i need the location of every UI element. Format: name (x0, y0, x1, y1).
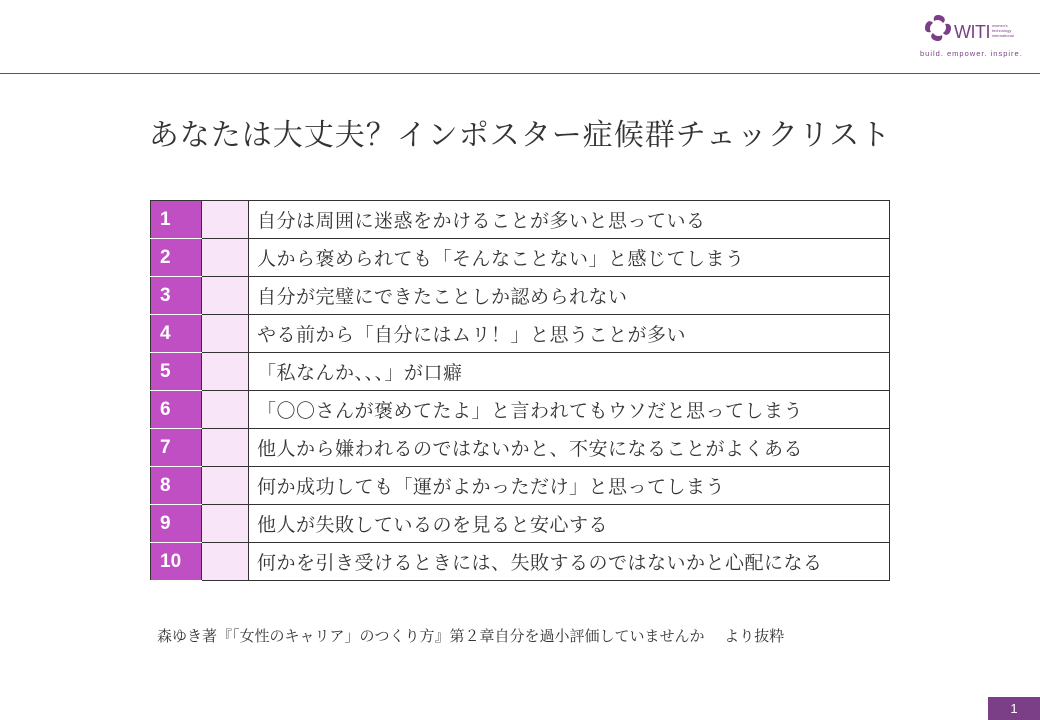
check-cell[interactable] (202, 467, 249, 505)
checklist-row (151, 201, 890, 239)
item-text: 自分が完璧にできたことしか認められない (249, 277, 890, 315)
check-cell[interactable] (202, 353, 249, 391)
checklist-row (151, 543, 890, 581)
logo-tagline: build. empower. inspire. (920, 49, 1023, 58)
item-number: 8 (151, 467, 202, 505)
item-text: 他人が失敗しているのを見ると安心する (249, 505, 890, 543)
logo-brand-text: WITI (954, 22, 990, 42)
checklist-row (151, 277, 890, 315)
check-cell[interactable] (202, 505, 249, 543)
checklist-row (151, 391, 890, 429)
checklist-row (151, 239, 890, 277)
item-number: 6 (151, 391, 202, 429)
item-number: 9 (151, 505, 202, 543)
checklist-row (151, 505, 890, 543)
item-text: 何かを引き受けるときには、失敗するのではないかと心配になる (249, 543, 890, 581)
item-number: 2 (151, 239, 202, 277)
check-cell[interactable] (202, 277, 249, 315)
item-text: 「私なんか、、、」が口癖 (249, 353, 890, 391)
check-cell[interactable] (202, 543, 249, 581)
check-cell[interactable] (202, 239, 249, 277)
item-number: 10 (151, 543, 202, 581)
item-number: 1 (151, 201, 202, 239)
check-cell[interactable] (202, 315, 249, 353)
checklist-row (151, 467, 890, 505)
page-number: 1 (988, 697, 1040, 720)
witi-logo (918, 12, 1030, 60)
item-number: 4 (151, 315, 202, 353)
logo-small-text: women's technology international (992, 23, 1014, 38)
item-text: 自分は周囲に迷惑をかけることが多いと思っている (249, 201, 890, 239)
item-text: 「〇〇さんが褒めてたよ」と言われてもウソだと思ってしまう (249, 391, 890, 429)
item-number: 7 (151, 429, 202, 467)
checklist-table (150, 200, 890, 581)
header-divider (0, 73, 1040, 74)
checklist-row (151, 315, 890, 353)
check-cell[interactable] (202, 429, 249, 467)
check-cell[interactable] (202, 201, 249, 239)
swirl-logo-icon (922, 12, 954, 44)
checklist-row (151, 429, 890, 467)
checklist-row (151, 353, 890, 391)
source-citation: 森ゆき著『「女性のキャリア」のつくり方』第２章自分を過小評価していませんか より抜粋 (157, 627, 785, 645)
item-text: 何か成功しても「運がよかっただけ」と思ってしまう (249, 467, 890, 505)
check-cell[interactable] (202, 391, 249, 429)
page-title: あなたは大丈夫？インポスター症候群チェックリスト (148, 118, 892, 153)
item-number: 3 (151, 277, 202, 315)
item-text: 人から褒められても「そんなことない」と感じてしまう (249, 239, 890, 277)
item-number: 5 (151, 353, 202, 391)
item-text: やる前から「自分にはムリ！」と思うことが多い (249, 315, 890, 353)
item-text: 他人から嫌われるのではないかと、不安になることがよくある (249, 429, 890, 467)
